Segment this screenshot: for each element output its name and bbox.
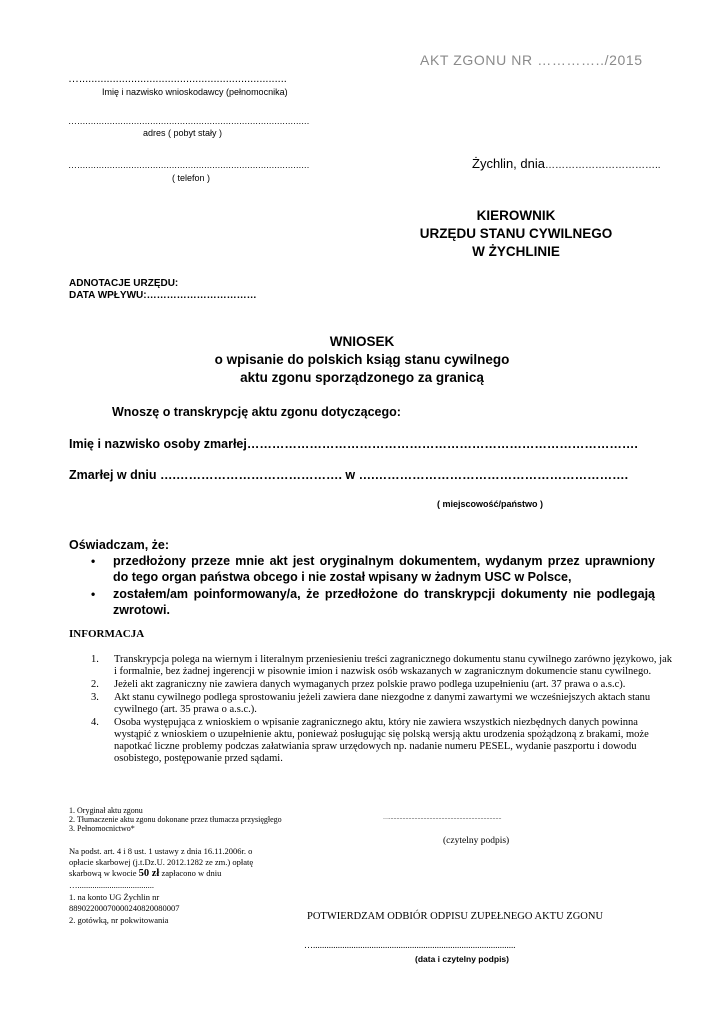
bullet-icon: • [91, 587, 96, 601]
office-annotations-label: ADNOTACJE URZĘDU: [69, 278, 179, 289]
place-date [472, 156, 661, 171]
information-item: 1. Transkrypcja polega na wiernym i literalnym przeniesieniu treści zagranicznego dokumentu stanu cywilnego zarówno językowo, jak i formalnie, bez żadnej ingerencji w pisownie imion i nazwisk osób wskazanych w zagranicznym dokumencie stanu cywilnego. [91, 654, 672, 677]
applicant-name-caption: Imię i nazwisko wnioskodawcy (pełnomocnika) [102, 87, 288, 97]
declaration-heading: Oświadczam, że: [69, 538, 170, 552]
information-item: 3. Akt stanu cywilnego podlega sprostowaniu jeżeli zawiera dane niezgodne z danymi zawartymi we wcześniejszych aktach stanu cywilnego (art. 35 prawa o a.s.c.). [91, 692, 651, 715]
information-item: 2. Jeżeli akt zagraniczny nie zawiera danych wymaganych przez polskie prawo podlega uzupełnieniu (art. 37 prawa o a.s.c). [91, 679, 626, 690]
place-date-label: Żychlin, dnia [472, 156, 545, 171]
attachment-3: 3. Pełnomocnictwo* [69, 824, 135, 833]
request-intro: Wnoszę o transkrypcję aktu zgonu dotyczącego: [112, 405, 401, 419]
bullet-icon: • [91, 554, 96, 568]
fee-legal-basis-1: Na podst. art. 4 i 8 ust. 1 ustawy z dnia 16.11.2006r. o [69, 846, 253, 856]
receipt-date-label: DATA WPŁYWU:…………………………… [69, 290, 257, 301]
information-list [91, 654, 676, 766]
fee-date-dots[interactable]: ….................................... [69, 880, 154, 890]
form-subtitle-1: o wpisanie do polskich ksiąg stanu cywilnego [214, 352, 510, 367]
signature-line[interactable]: …........................................................................... [383, 815, 502, 821]
fee-account-number: 88902200070000240820080007 [69, 903, 180, 913]
deceased-name-field[interactable]: Imię i nazwisko osoby zmarłej…………………………………………………………………………………. [69, 437, 638, 451]
applicant-address-line[interactable]: …...................................................................................... [68, 116, 310, 126]
signature-caption: (czytelny podpis) [443, 836, 510, 846]
akt-number-header: AKT ZGONU NR …………../2015 [420, 52, 643, 68]
information-heading: INFORMACJA [69, 628, 145, 640]
receipt-confirmation: POTWIERDZAM ODBIÓR ODPISU ZUPEŁNEGO AKTU ZGONU [307, 911, 604, 922]
place-country-caption: ( miejscowość/państwo ) [437, 499, 544, 509]
form-title: WNIOSEK [329, 334, 395, 349]
declaration-item: • przedłożony przeze mnie akt jest oryginalnym dokumentem, wydanym przez uprawniony do tego organ państwa obcego i nie został wpisany w żadnym USC w Polsce, [91, 554, 655, 584]
fee-legal-basis-2: opłacie skarbowej (j.t.Dz.U. 2012.1282 ze zm.) opłatę [69, 857, 254, 867]
applicant-phone-line[interactable]: …...................................................................................... [68, 160, 310, 170]
applicant-name-line[interactable]: ….................................................................... [68, 73, 287, 85]
information-item: 4. Osoba występująca z wnioskiem o wpisanie zagranicznego aktu, który nie zawiera wszystkich niezbędnych danych powinna wystąpić z wnioskiem o uzupełnienie aktu, ponieważ posługując się polską wersją aktu urodzenia spożądzoną z brakami, może napotkać liczne problemy podczas załatwiania spraw urzędowych np. nadanie numeru PESEL, wydanie paszportu i dowodu osobistego, postępowanie przed sądami. [91, 717, 649, 764]
fee-account-label: 1. na konto UG Żychlin nr [69, 892, 160, 902]
death-date-place-field[interactable]: Zmarłej w dniu ….…………………………………. w ….……………………………………………………. [69, 468, 629, 482]
fee-cash-receipt: 2. gotówką, nr pokwitowania [69, 915, 169, 925]
attachment-1: 1. Oryginał aktu zgonu [69, 806, 143, 815]
addressee-line-3: W ŻYCHLINIE [472, 244, 560, 259]
declaration-list [91, 553, 655, 619]
form-subtitle-2: aktu zgonu sporządzonego za granicą [240, 370, 484, 385]
receipt-signature-caption: (data i czytelny podpis) [415, 954, 509, 964]
declaration-item: • zostałem/am poinformowany/a, że przedłożone do transkrypcji dokumenty nie podlegają zwrotowi. [91, 587, 655, 617]
fee-amount: 50 zł [138, 868, 160, 879]
addressee-line-1: KIEROWNIK [476, 208, 556, 223]
addressee-line-2: URZĘDU STANU CYWILNEGO [419, 226, 613, 241]
attachment-2: 2. Tłumaczenie aktu zgonu dokonane przez tłumacza przysięgłego [69, 815, 282, 824]
fee-amount-line: skarbową w kwocie 50 zł zapłacono w dniu [69, 868, 222, 879]
place-date-dots[interactable]: …………………………….. [544, 160, 661, 171]
receipt-signature-line[interactable]: ….......................................................................................... [304, 940, 516, 950]
applicant-phone-caption: ( telefon ) [172, 173, 211, 183]
applicant-address-caption: adres ( pobyt stały ) [143, 128, 223, 138]
